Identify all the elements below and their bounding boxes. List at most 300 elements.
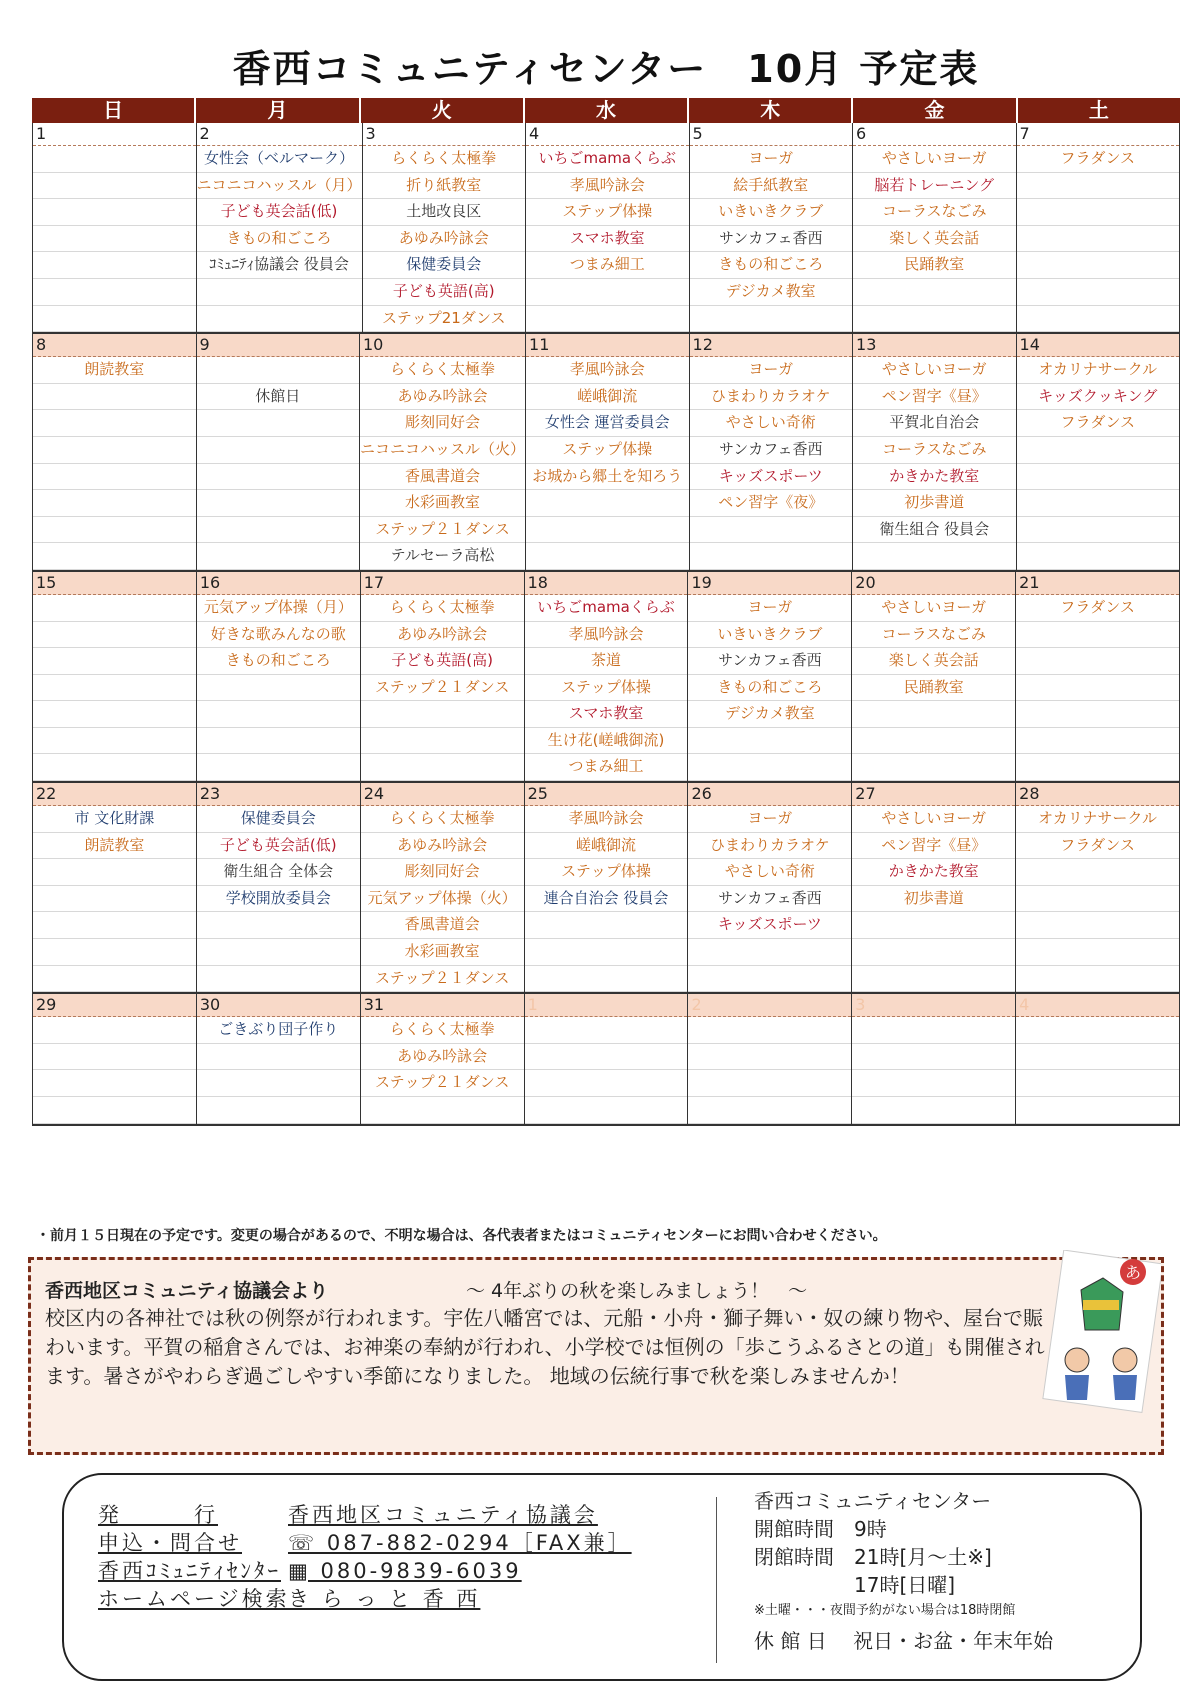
empty-slot — [852, 1017, 1015, 1044]
event-item: あゆみ吟詠会 — [361, 833, 524, 860]
calendar-day — [363, 123, 527, 332]
calendar-day — [1016, 994, 1180, 1123]
empty-slot — [197, 543, 360, 570]
empty-slot — [197, 966, 360, 993]
event-item: らくらく太極拳 — [361, 1017, 524, 1044]
event-item: テルセーラ高松 — [360, 543, 525, 570]
day-number: 27 — [852, 783, 1015, 806]
calendar-day — [33, 994, 197, 1123]
event-item: デジカメ教室 — [690, 279, 853, 306]
calendar-day — [33, 783, 197, 992]
event-item: 彫刻同好会 — [361, 859, 524, 886]
event-item: ステップ２１ダンス — [361, 675, 524, 702]
empty-slot — [197, 437, 360, 464]
event-item: 香風書道会 — [360, 464, 525, 491]
day-number: 24 — [361, 783, 524, 806]
empty-slot — [525, 1070, 688, 1097]
empty-slot — [525, 1044, 688, 1071]
event-item: フラダンス — [1017, 410, 1180, 437]
event-item: つまみ細工 — [525, 754, 688, 781]
empty-slot — [33, 410, 196, 437]
event-item: サンカフェ香西 — [688, 648, 851, 675]
event-item: 孝風吟詠会 — [525, 622, 688, 649]
empty-slot — [33, 146, 196, 173]
empty-slot — [525, 1017, 688, 1044]
empty-slot — [33, 226, 196, 253]
calendar-day — [852, 572, 1016, 781]
empty-slot — [526, 490, 689, 517]
publisher-label: 発 行 — [98, 1503, 218, 1527]
empty-slot — [33, 728, 196, 755]
event-item: オカリナサークル — [1016, 806, 1179, 833]
calendar-day — [526, 123, 690, 332]
day-number: 1 — [33, 123, 196, 146]
event-item: 好きな歌みんなの歌 — [197, 622, 360, 649]
event-item: コーラスなごみ — [853, 199, 1016, 226]
empty-slot — [33, 252, 196, 279]
empty-slot — [1016, 701, 1179, 728]
calendar-day — [197, 334, 361, 570]
event-item: 脳若トレーニング — [853, 173, 1016, 200]
empty-slot — [1016, 939, 1179, 966]
empty-slot — [690, 306, 853, 333]
event-item: ステップ体操 — [526, 199, 689, 226]
calendar-day — [361, 783, 525, 992]
day-number: 2 — [688, 994, 851, 1017]
empty-slot — [688, 1044, 851, 1071]
calendar-day — [33, 572, 197, 781]
empty-slot — [33, 490, 196, 517]
closing-hours-weekday: 閉館時間 21時[月～土※] — [754, 1545, 992, 1569]
mascot-badge-char: あ — [1124, 1263, 1142, 1282]
schedule-note: ・前月１５日現在の予定です。変更の場合があるので、不明な場合は、各代表者またはコミュニティセンターにお問い合わせください。 — [36, 1228, 887, 1244]
footer-divider — [716, 1497, 717, 1663]
day-number: 6 — [853, 123, 1016, 146]
empty-slot — [688, 754, 851, 781]
center-label: 香西ｺﾐｭﾆﾃｨｾﾝﾀｰ — [98, 1559, 281, 1583]
day-number: 17 — [361, 572, 524, 595]
event-item: 折り紙教室 — [363, 173, 526, 200]
empty-slot — [1017, 226, 1180, 253]
calendar-week — [32, 783, 1180, 994]
homepage-search-term[interactable]: き ら っ と 香 西 — [288, 1587, 481, 1611]
calendar-day — [33, 334, 197, 570]
event-item: やさしい奇術 — [688, 859, 851, 886]
empty-slot — [197, 1097, 360, 1124]
calendar-week — [32, 994, 1180, 1125]
empty-slot — [1016, 622, 1179, 649]
empty-slot — [197, 1070, 360, 1097]
event-item: フラダンス — [1017, 146, 1180, 173]
event-item: ステップ２１ダンス — [361, 1070, 524, 1097]
empty-slot — [525, 1097, 688, 1124]
weekday-label: 金 — [853, 98, 1017, 123]
calendar-day — [1016, 572, 1180, 781]
closing-hours-sunday: 17時[日曜] — [854, 1573, 956, 1597]
event-item: 女性会（ベルマーク） — [197, 146, 362, 173]
event-item: ひまわりカラオケ — [690, 384, 853, 411]
message-body: 校区内の各神社では秋の例祭が行われます。宇佐八幡宮では、元船・小舟・獅子舞い・奴の練り物や、屋台で賑わいます。平賀の稲倉さんでは、お神楽の奉納が行われ、小学校では恒例の「歩こうふるさとの道」も開催されます。暑さがやわらぎ過ごしやすい季節になりました。 地域の伝統行事で秋を楽しみませんか！ — [45, 1306, 1045, 1388]
empty-slot — [526, 279, 689, 306]
event-item: 民踊教室 — [852, 675, 1015, 702]
opening-hours: 開館時間 9時 — [754, 1517, 887, 1541]
event-item: ステップ体操 — [526, 437, 689, 464]
event-item: 絵手紙教室 — [690, 173, 853, 200]
day-number: 11 — [526, 334, 689, 357]
empty-slot — [688, 1017, 851, 1044]
event-item: 保健委員会 — [197, 806, 360, 833]
event-item: 初歩書道 — [853, 490, 1016, 517]
empty-slot — [197, 675, 360, 702]
event-item: 茶道 — [525, 648, 688, 675]
event-item: らくらく太極拳 — [361, 806, 524, 833]
empty-slot — [33, 517, 196, 544]
empty-slot — [197, 728, 360, 755]
event-item: らくらく太極拳 — [360, 357, 525, 384]
empty-slot — [1017, 199, 1180, 226]
event-item: あゆみ吟詠会 — [360, 384, 525, 411]
event-item: キッズスポーツ — [688, 912, 851, 939]
event-item: ヨーガ — [690, 146, 853, 173]
empty-slot — [1016, 728, 1179, 755]
event-item: つまみ細工 — [526, 252, 689, 279]
mobile-value: ▦ 080-9839-6039 — [288, 1559, 522, 1583]
weekday-label: 日 — [32, 98, 196, 123]
event-item: 連合自治会 役員会 — [525, 886, 688, 913]
event-item: 孝風吟詠会 — [526, 173, 689, 200]
empty-slot — [33, 1070, 196, 1097]
empty-slot — [852, 939, 1015, 966]
calendar-day — [525, 994, 689, 1123]
event-item: ステップ２１ダンス — [360, 517, 525, 544]
day-number: 4 — [526, 123, 689, 146]
event-item: スマホ教室 — [525, 701, 688, 728]
event-item: 楽しく英会話 — [852, 648, 1015, 675]
empty-slot — [33, 437, 196, 464]
calendar-day — [1017, 334, 1181, 570]
event-item: 元気アップ体操（火） — [361, 886, 524, 913]
event-item: サンカフェ香西 — [688, 886, 851, 913]
event-item: 元気アップ体操（月） — [197, 595, 360, 622]
event-item: かきかた教室 — [852, 859, 1015, 886]
event-item: 子ども英会話(低) — [197, 199, 362, 226]
event-item: 楽しく英会話 — [853, 226, 1016, 253]
calendar-day — [197, 123, 363, 332]
message-subtitle: ～ 4年ぶりの秋を楽しみましょう！ ～ — [466, 1280, 808, 1302]
event-item: ステップ体操 — [525, 675, 688, 702]
event-item: コーラスなごみ — [852, 622, 1015, 649]
empty-slot — [1017, 173, 1180, 200]
day-number: 25 — [525, 783, 688, 806]
homepage-label: ホームページ検索 — [98, 1587, 290, 1611]
empty-slot — [1016, 1097, 1179, 1124]
empty-slot — [525, 939, 688, 966]
empty-slot — [852, 754, 1015, 781]
empty-slot — [690, 517, 853, 544]
message-box — [28, 1257, 1164, 1455]
weekday-label: 土 — [1088, 98, 1109, 122]
weekday-label: 火 — [361, 98, 525, 123]
day-number: 2 — [197, 123, 362, 146]
empty-slot — [852, 912, 1015, 939]
weekday-label: 水 — [525, 98, 689, 123]
day-number: 14 — [1017, 334, 1180, 357]
empty-slot — [525, 966, 688, 993]
event-item: 学校開放委員会 — [197, 886, 360, 913]
calendar — [32, 98, 1180, 1126]
calendar-day — [690, 123, 854, 332]
empty-slot — [688, 728, 851, 755]
event-item: ひまわりカラオケ — [688, 833, 851, 860]
calendar-day — [361, 572, 525, 781]
event-item: 彫刻同好会 — [360, 410, 525, 437]
empty-slot — [33, 173, 196, 200]
empty-slot — [1016, 1044, 1179, 1071]
empty-slot — [1016, 754, 1179, 781]
empty-slot — [33, 595, 196, 622]
empty-slot — [852, 728, 1015, 755]
day-number: 18 — [525, 572, 688, 595]
empty-slot — [690, 543, 853, 570]
empty-slot — [33, 939, 196, 966]
calendar-day — [852, 994, 1016, 1123]
empty-slot — [1016, 648, 1179, 675]
event-item: やさしいヨーガ — [853, 146, 1016, 173]
empty-slot — [33, 859, 196, 886]
calendar-day — [197, 783, 361, 992]
empty-slot — [197, 517, 360, 544]
event-item: らくらく太極拳 — [361, 595, 524, 622]
day-number: 29 — [33, 994, 196, 1017]
empty-slot — [1017, 437, 1180, 464]
event-item: スマホ教室 — [526, 226, 689, 253]
empty-slot — [33, 886, 196, 913]
empty-slot — [852, 1097, 1015, 1124]
event-item: ヨーガ — [690, 357, 853, 384]
event-item: ペン習字《夜》 — [690, 490, 853, 517]
empty-slot — [852, 966, 1015, 993]
day-number: 26 — [688, 783, 851, 806]
calendar-day — [853, 334, 1017, 570]
calendar-day — [525, 572, 689, 781]
calendar-day — [525, 783, 689, 992]
event-item: やさしいヨーガ — [852, 595, 1015, 622]
event-item: 孝風吟詠会 — [525, 806, 688, 833]
event-item: 平賀北自治会 — [853, 410, 1016, 437]
empty-slot — [1017, 252, 1180, 279]
event-item: お城から郷土を知ろう — [526, 464, 689, 491]
calendar-day — [853, 123, 1017, 332]
empty-slot — [33, 306, 196, 333]
page-title: 香西コミュニティセンター 10月 予定表 — [232, 47, 980, 91]
event-item: やさしいヨーガ — [852, 806, 1015, 833]
day-number: 20 — [852, 572, 1015, 595]
empty-slot — [688, 966, 851, 993]
event-item: きもの和ごころ — [197, 648, 360, 675]
day-number: 15 — [33, 572, 196, 595]
calendar-day — [197, 994, 361, 1123]
event-item: あゆみ吟詠会 — [363, 226, 526, 253]
empty-slot — [1017, 306, 1180, 333]
event-item: ヨーガ — [688, 595, 851, 622]
event-item: 香風書道会 — [361, 912, 524, 939]
empty-slot — [361, 728, 524, 755]
event-item: 朗読教室 — [33, 357, 196, 384]
calendar-day — [361, 994, 525, 1123]
empty-slot — [1016, 912, 1179, 939]
event-item: ごきぶり団子作り — [197, 1017, 360, 1044]
day-number: 19 — [688, 572, 851, 595]
day-number: 22 — [33, 783, 196, 806]
event-item: 初歩書道 — [852, 886, 1015, 913]
event-item: ステップ２１ダンス — [361, 966, 524, 993]
event-item: 孝風吟詠会 — [526, 357, 689, 384]
calendar-day — [852, 783, 1016, 992]
day-number: 5 — [690, 123, 853, 146]
empty-slot — [1017, 543, 1180, 570]
empty-slot — [526, 543, 689, 570]
empty-slot — [525, 912, 688, 939]
calendar-day — [360, 334, 526, 570]
calendar-day — [1017, 123, 1181, 332]
empty-slot — [33, 384, 196, 411]
empty-slot — [853, 279, 1016, 306]
calendar-day — [688, 572, 852, 781]
event-item: あゆみ吟詠会 — [361, 1044, 524, 1071]
event-item: 嵯峨御流 — [525, 833, 688, 860]
empty-slot — [526, 306, 689, 333]
event-item: ステップ21ダンス — [363, 306, 526, 333]
day-number: 23 — [197, 783, 360, 806]
empty-slot — [526, 517, 689, 544]
event-item: あゆみ吟詠会 — [361, 622, 524, 649]
empty-slot — [1016, 966, 1179, 993]
event-item: ヨーガ — [688, 806, 851, 833]
event-item: いきいきクラブ — [690, 199, 853, 226]
phone-value: ☏ 087-882-0294［FAX兼］ — [288, 1531, 632, 1555]
empty-slot — [33, 199, 196, 226]
calendar-week — [32, 334, 1180, 572]
event-item: ステップ体操 — [525, 859, 688, 886]
event-item: ｺﾐｭﾆﾃｨ協議会 役員会 — [197, 252, 362, 279]
empty-slot — [1016, 1070, 1179, 1097]
event-item: 土地改良区 — [363, 199, 526, 226]
calendar-day — [1016, 783, 1180, 992]
footer-info — [62, 1473, 1142, 1681]
empty-slot — [197, 1044, 360, 1071]
event-item: いちごmamaくらぶ — [525, 595, 688, 622]
message-heading: 香西地区コミュニティ協議会より — [45, 1280, 329, 1302]
empty-slot — [688, 1070, 851, 1097]
event-item: かきかた教室 — [853, 464, 1016, 491]
empty-slot — [361, 754, 524, 781]
contact-label: 申込・問合せ — [98, 1531, 242, 1555]
empty-slot — [853, 543, 1016, 570]
empty-slot — [197, 490, 360, 517]
empty-slot — [197, 464, 360, 491]
day-number: 30 — [197, 994, 360, 1017]
day-number: 13 — [853, 334, 1016, 357]
empty-slot — [33, 701, 196, 728]
calendar-day — [688, 783, 852, 992]
event-item: キッズクッキング — [1017, 384, 1180, 411]
day-number: 28 — [1016, 783, 1179, 806]
event-item: デジカメ教室 — [688, 701, 851, 728]
empty-slot — [197, 357, 360, 384]
calendar-day — [526, 334, 690, 570]
empty-slot — [197, 939, 360, 966]
event-item: キッズスポーツ — [690, 464, 853, 491]
day-number: 12 — [690, 334, 853, 357]
empty-slot — [853, 306, 1016, 333]
event-item: 子ども英語(高) — [363, 279, 526, 306]
calendar-week — [32, 572, 1180, 783]
empty-slot — [197, 306, 362, 333]
weekday-label: 木 — [689, 98, 853, 123]
event-item: いちごmamaくらぶ — [526, 146, 689, 173]
empty-slot — [33, 912, 196, 939]
event-item: 水彩画教室 — [361, 939, 524, 966]
event-item: オカリナサークル — [1017, 357, 1180, 384]
event-item: 市 文化財課 — [33, 806, 196, 833]
event-item: ペン習字《昼》 — [853, 384, 1016, 411]
empty-slot — [33, 966, 196, 993]
footer-mobile — [98, 1555, 658, 1585]
event-item: 衛生組合 全体会 — [197, 859, 360, 886]
festival-mascot-illustration — [1041, 1250, 1161, 1420]
empty-slot — [33, 622, 196, 649]
event-item: 保健委員会 — [363, 252, 526, 279]
event-item: コーラスなごみ — [853, 437, 1016, 464]
empty-slot — [1016, 1017, 1179, 1044]
empty-slot — [197, 912, 360, 939]
event-item: ペン習字《昼》 — [852, 833, 1015, 860]
event-item: フラダンス — [1016, 833, 1179, 860]
weekday-header — [32, 98, 1180, 123]
empty-slot — [197, 701, 360, 728]
empty-slot — [688, 939, 851, 966]
empty-slot — [33, 1097, 196, 1124]
empty-slot — [33, 543, 196, 570]
event-item: 生け花(嵯峨御流) — [525, 728, 688, 755]
empty-slot — [33, 279, 196, 306]
event-item: 休館日 — [197, 384, 360, 411]
empty-slot — [1017, 490, 1180, 517]
empty-slot — [852, 1044, 1015, 1071]
day-number: 9 — [197, 334, 360, 357]
empty-slot — [33, 754, 196, 781]
footer-homepage — [98, 1583, 658, 1613]
event-item: 女性会 運営委員会 — [526, 410, 689, 437]
event-item: やさしいヨーガ — [853, 357, 1016, 384]
day-number: 3 — [852, 994, 1015, 1017]
event-item: ニコニコハッスル（火） — [360, 437, 525, 464]
event-item: 嵯峨御流 — [526, 384, 689, 411]
empty-slot — [1017, 464, 1180, 491]
calendar-day — [33, 123, 197, 332]
footer-contact — [98, 1527, 658, 1557]
event-item: 子ども英会話(低) — [197, 833, 360, 860]
empty-slot — [33, 675, 196, 702]
empty-slot — [361, 701, 524, 728]
event-item: 水彩画教室 — [360, 490, 525, 517]
center-name: 香西コミュニティセンター — [754, 1489, 992, 1513]
empty-slot — [33, 1044, 196, 1071]
empty-slot — [197, 410, 360, 437]
empty-slot — [1017, 517, 1180, 544]
event-item: 衛生組合 役員会 — [853, 517, 1016, 544]
empty-slot — [688, 1097, 851, 1124]
